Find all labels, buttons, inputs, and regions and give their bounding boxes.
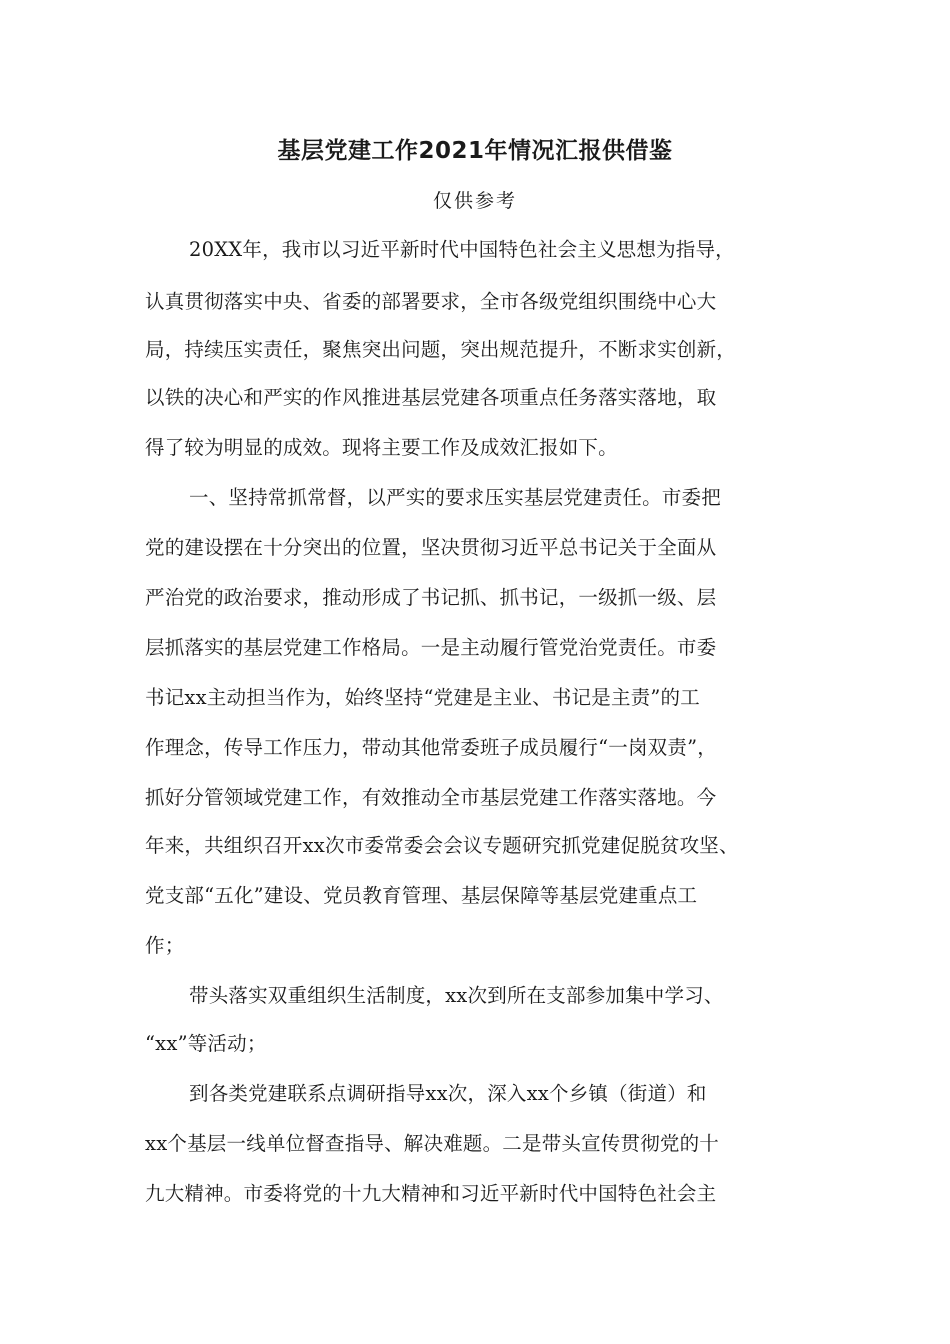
- paragraph-line: 作理念，传导工作压力，带动其他常委班子成员履行“一岗双责”，: [145, 736, 717, 759]
- paragraph-line: 到各类党建联系点调研指导xx次，深入xx个乡镇（街道）和: [189, 1082, 707, 1105]
- paragraph-line: 认真贯彻落实中央、省委的部署要求，全市各级党组织围绕中心大: [145, 290, 717, 313]
- paragraph-line: 抓好分管领域党建工作，有效推动全市基层党建工作落实落地。今: [145, 786, 717, 809]
- paragraph-line: 局，持续压实责任，聚焦突出问题，突出规范提升，不断求实创新，: [145, 338, 737, 361]
- paragraph-line: 党支部“五化”建设、党员教育管理、基层保障等基层党建重点工: [145, 884, 698, 907]
- paragraph-line: 带头落实双重组织生活制度，xx次到所在支部参加集中学习、: [189, 984, 724, 1007]
- paragraph-line: 得了较为明显的成效。现将主要工作及成效汇报如下。: [145, 436, 618, 459]
- paragraph-line: 严治党的政治要求，推动形成了书记抓、抓书记，一级抓一级、层: [145, 586, 717, 609]
- paragraph-line: 层抓落实的基层党建工作格局。一是主动履行管党治党责任。市委: [145, 636, 717, 659]
- document-subtitle: 仅供参考: [432, 190, 517, 212]
- document-title: 基层党建工作2021年情况汇报供借鉴: [277, 138, 673, 164]
- paragraph-line: 书记xx主动担当作为，始终坚持“党建是主业、书记是主责”的工: [145, 686, 700, 709]
- paragraph-line: 20XX年，我市以习近平新时代中国特色社会主义思想为指导，: [189, 238, 735, 261]
- paragraph-line: 一、坚持常抓常督，以严实的要求压实基层党建责任。市委把: [189, 486, 721, 509]
- paragraph-line: 作；: [145, 934, 185, 957]
- paragraph-line: 年来，共组织召开xx次市委常委会会议专题研究抓党建促脱贫攻坚、: [145, 834, 739, 857]
- paragraph-line: 九大精神。市委将党的十九大精神和习近平新时代中国特色社会主: [145, 1182, 717, 1205]
- paragraph-line: “xx”等活动；: [145, 1032, 267, 1055]
- paragraph-line: xx个基层一线单位督查指导、解决难题。二是带头宣传贯彻党的十: [145, 1132, 719, 1155]
- paragraph-line: 党的建设摆在十分突出的位置，坚决贯彻习近平总书记关于全面从: [145, 536, 717, 559]
- paragraph-line: 以铁的决心和严实的作风推进基层党建各项重点任务落实落地，取: [145, 386, 717, 409]
